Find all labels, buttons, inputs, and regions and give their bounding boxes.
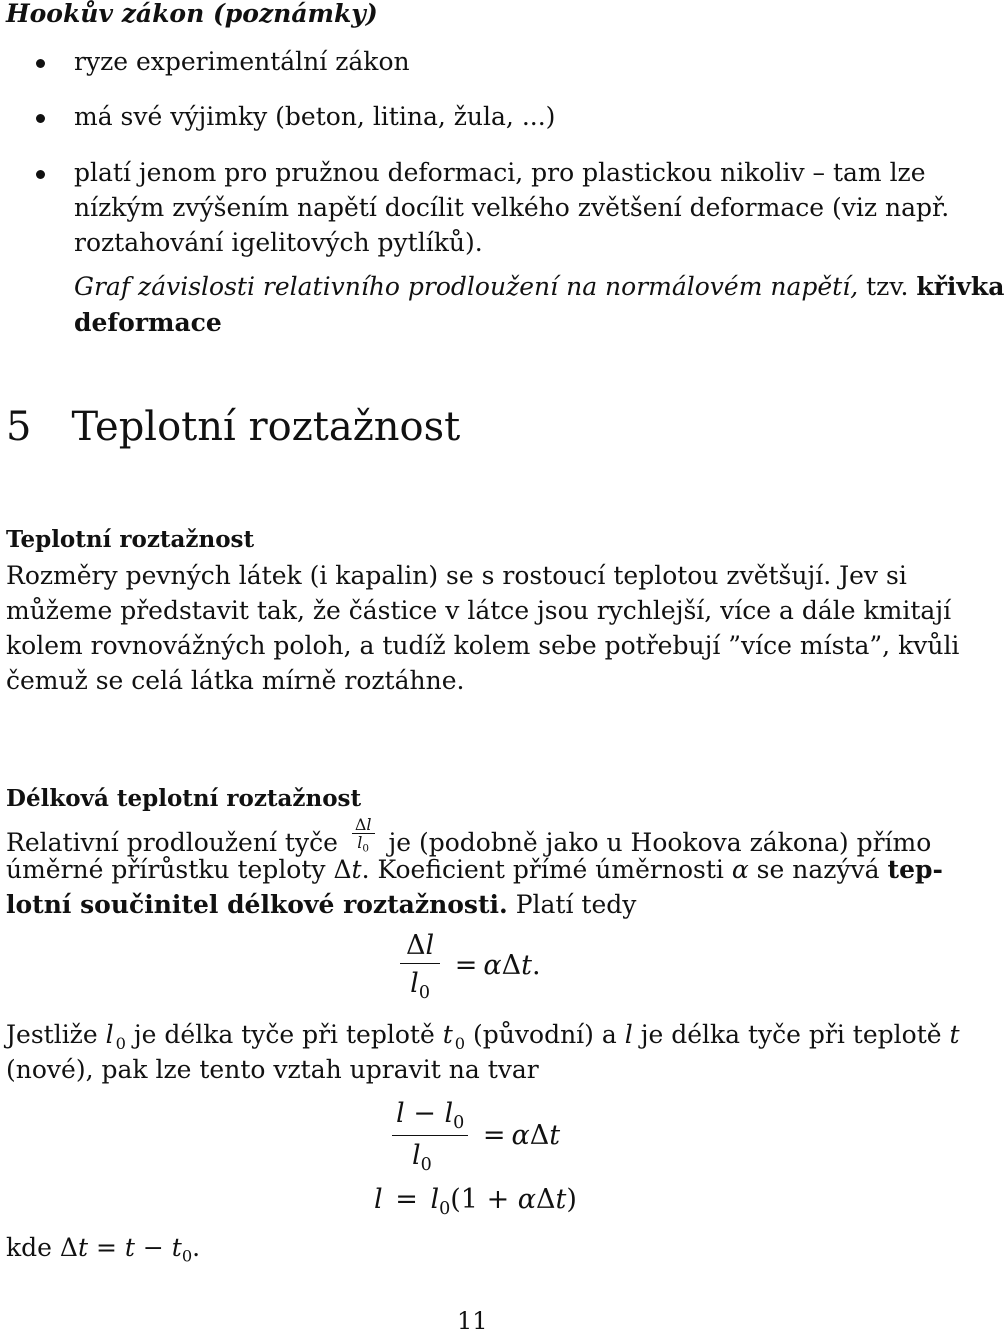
- text-span: Platí tedy: [507, 890, 637, 919]
- alpha-symbol: α: [483, 950, 502, 982]
- math-var: l: [444, 1098, 454, 1129]
- bullet-item-line: nízkým zvýšením napětí docílit velkého zvětšení deformace (viz např.: [74, 193, 950, 222]
- page-number: 11: [457, 1307, 488, 1335]
- fraction: [392, 1098, 468, 1175]
- delkova-line3: [6, 887, 636, 922]
- equals-sign: =: [454, 950, 478, 982]
- math-var: t: [77, 1233, 89, 1262]
- paren: ): [566, 1184, 577, 1215]
- minus-sign: −: [413, 1098, 436, 1129]
- equals-sign: =: [482, 1120, 506, 1152]
- kde-line: [6, 1230, 200, 1274]
- section-number: 5: [6, 404, 32, 450]
- paragraph-line: kolem rovnovážných poloh, a tudíž kolem sebe potřebují ”více místa”, kvůli: [6, 631, 960, 660]
- section-title: Teplotní roztažnost: [71, 404, 461, 450]
- math-var: l: [366, 815, 372, 834]
- math-var: t: [549, 1120, 561, 1152]
- text-span: je (podobně jako u Hookova zákona) přímo: [388, 828, 932, 857]
- equals-sign: =: [395, 1184, 418, 1215]
- math-var: l: [430, 1184, 440, 1215]
- delta-symbol: Δ: [529, 1120, 550, 1152]
- math-var: l: [410, 968, 419, 999]
- jestlize-line2: (nové), pak lze tento vztah upravit na tvar: [6, 1055, 539, 1084]
- text-span: Jestliže: [6, 1020, 98, 1049]
- paragraph-line: Rozměry pevných látek (i kapalin) se s rostoucí teplotou zvětšují. Jev si: [6, 561, 907, 590]
- math-sub: 0: [420, 1155, 432, 1176]
- math-var: l: [624, 1020, 633, 1049]
- text-span: (původní) a: [473, 1020, 617, 1049]
- text-span: kde: [6, 1233, 52, 1262]
- math-var: t: [442, 1020, 453, 1049]
- plus-sign: +: [486, 1184, 510, 1215]
- alpha-symbol: α: [731, 855, 749, 884]
- text-span: Relativní prodloužení tyče: [6, 828, 338, 857]
- equals-sign: =: [95, 1233, 117, 1262]
- math-var: t: [949, 1020, 960, 1049]
- delkova-line2: [6, 852, 943, 887]
- math-var: t: [124, 1233, 135, 1262]
- math-var: t: [351, 855, 362, 884]
- text-span: úměrné přírůstku teploty: [6, 855, 326, 884]
- math-var: l: [357, 833, 363, 852]
- alpha-symbol: α: [511, 1120, 530, 1152]
- text-span: . Koeficient přímé úměrnosti: [361, 855, 724, 884]
- paragraph-line: čemuž se celá látka mírně roztáhne.: [6, 666, 465, 695]
- text-span: je délka tyče při teplotě: [640, 1020, 942, 1049]
- paren: (: [450, 1184, 461, 1215]
- bullet-item-line: platí jenom pro pružnou deformaci, pro plastickou nikoliv – tam lze: [74, 158, 926, 187]
- section-heading: [6, 403, 460, 451]
- math-var: l: [396, 1098, 405, 1129]
- math-sub: 0: [454, 1033, 466, 1053]
- fraction: [400, 930, 440, 1003]
- delta-symbol: Δ: [536, 1184, 556, 1215]
- bold-term: lotní součinitel délkové roztažnosti.: [6, 890, 508, 919]
- delta-symbol: Δ: [333, 855, 352, 884]
- math-var: t: [171, 1233, 182, 1262]
- bullet-dot: [36, 170, 45, 179]
- bold-term: tep-: [887, 855, 943, 884]
- graf-italic: Graf závislosti relativního prodloužení na normálovém napětí,: [74, 272, 859, 301]
- math-sub: 0: [418, 983, 430, 1004]
- graf-tzv: tzv.: [858, 272, 917, 301]
- text-span: se nazývá: [756, 855, 880, 884]
- math-sub: 0: [362, 842, 370, 855]
- math-var: l: [105, 1020, 114, 1049]
- delta-symbol: Δ: [501, 950, 522, 982]
- math-sub: 0: [115, 1033, 126, 1053]
- math-var: t: [555, 1184, 567, 1215]
- graf-line: [74, 269, 1004, 304]
- alpha-symbol: α: [517, 1184, 537, 1215]
- delta-symbol: Δ: [354, 815, 367, 834]
- graf-line2: deformace: [74, 308, 222, 337]
- bullet-item: ryze experimentální zákon: [74, 47, 410, 76]
- period: .: [531, 950, 541, 982]
- graf-bold: křivka: [916, 272, 1004, 301]
- period: .: [192, 1233, 201, 1262]
- equation-3: [374, 1184, 577, 1219]
- minus-sign: −: [142, 1233, 164, 1262]
- math-sub: 0: [181, 1246, 193, 1266]
- number: 1: [460, 1184, 478, 1215]
- equation-1: [400, 930, 541, 1003]
- bullet-item-line: roztahování igelitových pytlíků).: [74, 228, 483, 257]
- subheading-delkova: Délková teplotní roztažnost: [6, 785, 362, 812]
- math-sub: 0: [453, 1113, 465, 1134]
- subheading-teplotni: Teplotní roztažnost: [6, 526, 255, 553]
- text-span: je délka tyče při teplotě: [133, 1020, 435, 1049]
- bullet-dot: [36, 114, 45, 123]
- delta-symbol: Δ: [59, 1233, 78, 1262]
- bullet-dot: [36, 59, 45, 68]
- math-var: t: [521, 950, 532, 982]
- equation-2: [392, 1098, 560, 1175]
- delta-symbol: Δ: [406, 930, 426, 961]
- math-var: l: [412, 1140, 421, 1172]
- math-var: l: [425, 930, 435, 961]
- math-var: l: [374, 1184, 383, 1215]
- math-sub: 0: [439, 1199, 451, 1220]
- paragraph-line: můžeme představit tak, že částice v látce jsou rychlejší, více a dále kmitají: [6, 596, 952, 625]
- hooke-title: Hookův zákon (poznámky): [6, 0, 378, 28]
- bullet-item: má své výjimky (beton, litina, žula, ...): [74, 102, 556, 131]
